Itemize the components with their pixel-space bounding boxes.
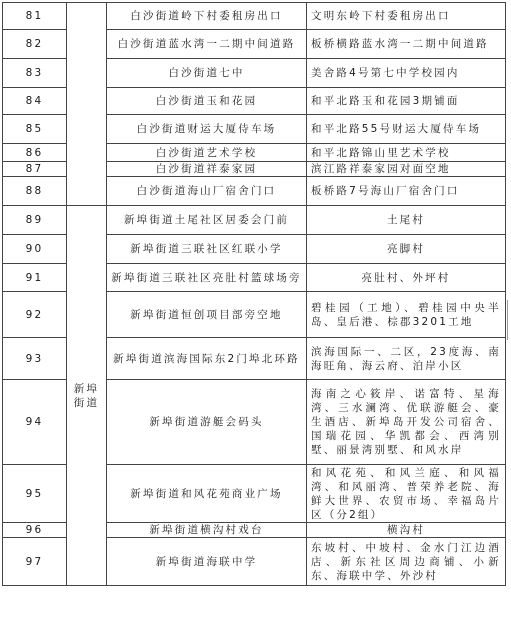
address-cell: 东坡村、中坡村、金水门江边酒店、新东社区周边商铺、小新东、海联中学、外沙村 [307, 538, 506, 586]
address-cell: 和平北路玉和花园3期铺面 [307, 88, 506, 115]
location-cell: 白沙街道祥泰家园 [107, 162, 307, 177]
address-cell: 亮脚村 [307, 235, 506, 264]
location-cell: 白沙街道财运大厦侍车场 [107, 115, 307, 144]
location-cell: 新埠街道海联中学 [107, 538, 307, 586]
row-number: 87 [3, 162, 67, 177]
row-number: 91 [3, 264, 67, 292]
address-cell: 滨江路祥泰家园对面空地 [307, 162, 506, 177]
row-number: 88 [3, 177, 67, 206]
location-cell: 新埠街道恒创项目部旁空地 [107, 292, 307, 338]
location-cell: 新埠街道滨海国际东2门埠北环路 [107, 338, 307, 380]
address-cell: 板桥路7号海山厂宿舍门口 [307, 177, 506, 206]
location-cell: 白沙街道岭下村委租房出口 [107, 3, 307, 30]
address-cell: 文明东岭下村委租房出口 [307, 3, 506, 30]
row-number: 81 [3, 3, 67, 30]
location-cell: 白沙街道海山厂宿舍门口 [107, 177, 307, 206]
address-cell: 和平北路55号财运大厦侍车场 [307, 115, 506, 144]
row-number: 96 [3, 523, 67, 538]
table-row [3, 206, 506, 235]
page-edge-mark [507, 300, 511, 340]
row-number: 84 [3, 88, 67, 115]
address-cell: 亮肚村、外坪村 [307, 264, 506, 292]
row-number: 92 [3, 292, 67, 338]
table-body [3, 3, 506, 586]
row-number: 95 [3, 465, 67, 523]
address-cell: 板桥横路蓝水湾一二期中间道路 [307, 30, 506, 59]
address-cell: 美舍路4号第七中学校园内 [307, 59, 506, 88]
facility-table [2, 2, 506, 586]
district-cell-xinbu: 新埠街道 [67, 206, 107, 586]
row-number: 89 [3, 206, 67, 235]
row-number: 82 [3, 30, 67, 59]
address-cell: 横沟村 [307, 523, 506, 538]
row-number: 83 [3, 59, 67, 88]
address-cell: 海南之心筱岸、诺富特、星海湾、三水澜湾、优联游艇会、豪生酒店、新埠岛开发公司宿舍、国瑞花园、华凯都会、西湾别墅、丽景湾别墅、和风水岸 [307, 380, 506, 465]
location-cell: 新埠街道三联社区红联小学 [107, 235, 307, 264]
row-number: 85 [3, 115, 67, 144]
row-number: 94 [3, 380, 67, 465]
address-cell: 和平北路锦山里艺术学校 [307, 144, 506, 162]
district-cell-baisha [67, 3, 107, 206]
table-row [3, 3, 506, 30]
location-cell: 白沙街道玉和花园 [107, 88, 307, 115]
address-cell: 和风花苑、和风兰庭、和风福湾、和风丽湾、普荣养老院、海鲜大世界、农贸市场、幸福岛片区（分2组） [307, 465, 506, 523]
location-cell: 新埠街道三联社区亮肚村篮球场旁 [107, 264, 307, 292]
location-cell: 新埠街道土尾社区居委会门前 [107, 206, 307, 235]
location-cell: 白沙街道艺术学校 [107, 144, 307, 162]
location-cell: 新埠街道横沟村戏台 [107, 523, 307, 538]
location-cell: 新埠街道和风花苑商业广场 [107, 465, 307, 523]
row-number: 86 [3, 144, 67, 162]
location-cell: 白沙街道蓝水湾一二期中间道路 [107, 30, 307, 59]
address-cell: 土尾村 [307, 206, 506, 235]
address-cell: 滨海国际一、二区，23度海、南海旺角、海云府、泊岸小区 [307, 338, 506, 380]
address-cell: 碧桂园（工地）、碧桂园中央半岛、皇后港、棕郡3201工地 [307, 292, 506, 338]
row-number: 90 [3, 235, 67, 264]
location-cell: 新埠街道游艇会码头 [107, 380, 307, 465]
row-number: 97 [3, 538, 67, 586]
location-cell: 白沙街道七中 [107, 59, 307, 88]
row-number: 93 [3, 338, 67, 380]
